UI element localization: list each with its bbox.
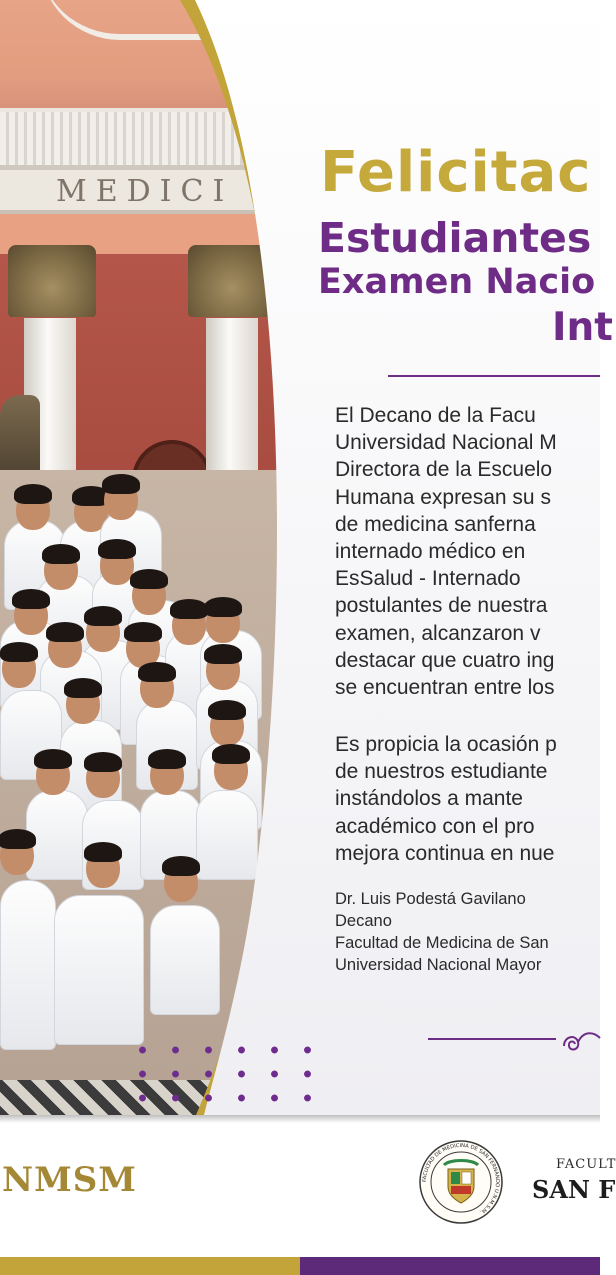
faculty-name-large: SAN F xyxy=(532,1175,616,1204)
building-inscription: MEDICI xyxy=(56,174,234,209)
text-line: examen, alcanzaron v xyxy=(335,621,541,645)
signature-role: Decano xyxy=(335,912,392,930)
text-line: EsSalud - Internado xyxy=(335,567,521,591)
decorative-dots xyxy=(126,1038,336,1110)
text-line: instándolos a mante xyxy=(335,787,523,811)
signature-faculty: Facultad de Medicina de San xyxy=(335,934,549,952)
footer-bar-gold xyxy=(0,1257,300,1275)
faculty-name-small: FACULT xyxy=(556,1157,616,1172)
text-line: académico con el pro xyxy=(335,814,535,838)
subtitle-line-1: Estudiantes xyxy=(318,214,592,262)
text-line: de medicina sanferna xyxy=(335,512,536,536)
seal-text: FACULTAD DE MEDICINA DE SAN FERNANDO U.N.M.S.M. xyxy=(421,1142,501,1215)
text-line: de nuestros estudiante xyxy=(335,760,548,784)
body-paragraph-2 xyxy=(335,731,603,867)
text-line: mejora continua en nue xyxy=(335,841,555,865)
flourish-ornament-icon xyxy=(560,1020,600,1060)
text-line: El Decano de la Facu xyxy=(335,404,536,427)
bottom-divider xyxy=(428,1038,556,1040)
faculty-seal-icon xyxy=(418,1139,504,1225)
text-line: destacar que cuatro ing xyxy=(335,648,555,672)
unmsm-logo: NMSM xyxy=(2,1160,137,1200)
signature-block xyxy=(335,888,549,976)
subtitle-line-2: Examen Nacio xyxy=(318,262,596,302)
footer-bar-purple xyxy=(300,1257,600,1275)
signature-university: Universidad Nacional Mayor xyxy=(335,956,542,974)
heading-divider xyxy=(388,375,600,377)
text-line: postulantes de nuestra xyxy=(335,594,548,618)
text-line: Directora de la Escuelo xyxy=(335,458,553,482)
signature-name: Dr. Luis Podestá Gavilano xyxy=(335,890,526,908)
text-line: se encuentran entre los xyxy=(335,676,555,700)
main-title: Felicitac xyxy=(320,140,592,205)
footer xyxy=(0,1115,616,1275)
body-paragraph-1 xyxy=(335,402,603,701)
subtitle-line-3: Int xyxy=(552,305,613,350)
footer-shadow xyxy=(0,1115,600,1123)
text-line: Es propicia la ocasión p xyxy=(335,733,557,756)
text-line: Humana expresan su s xyxy=(335,485,551,509)
text-line: Universidad Nacional M xyxy=(335,431,557,455)
text-line: internado médico en xyxy=(335,540,526,564)
